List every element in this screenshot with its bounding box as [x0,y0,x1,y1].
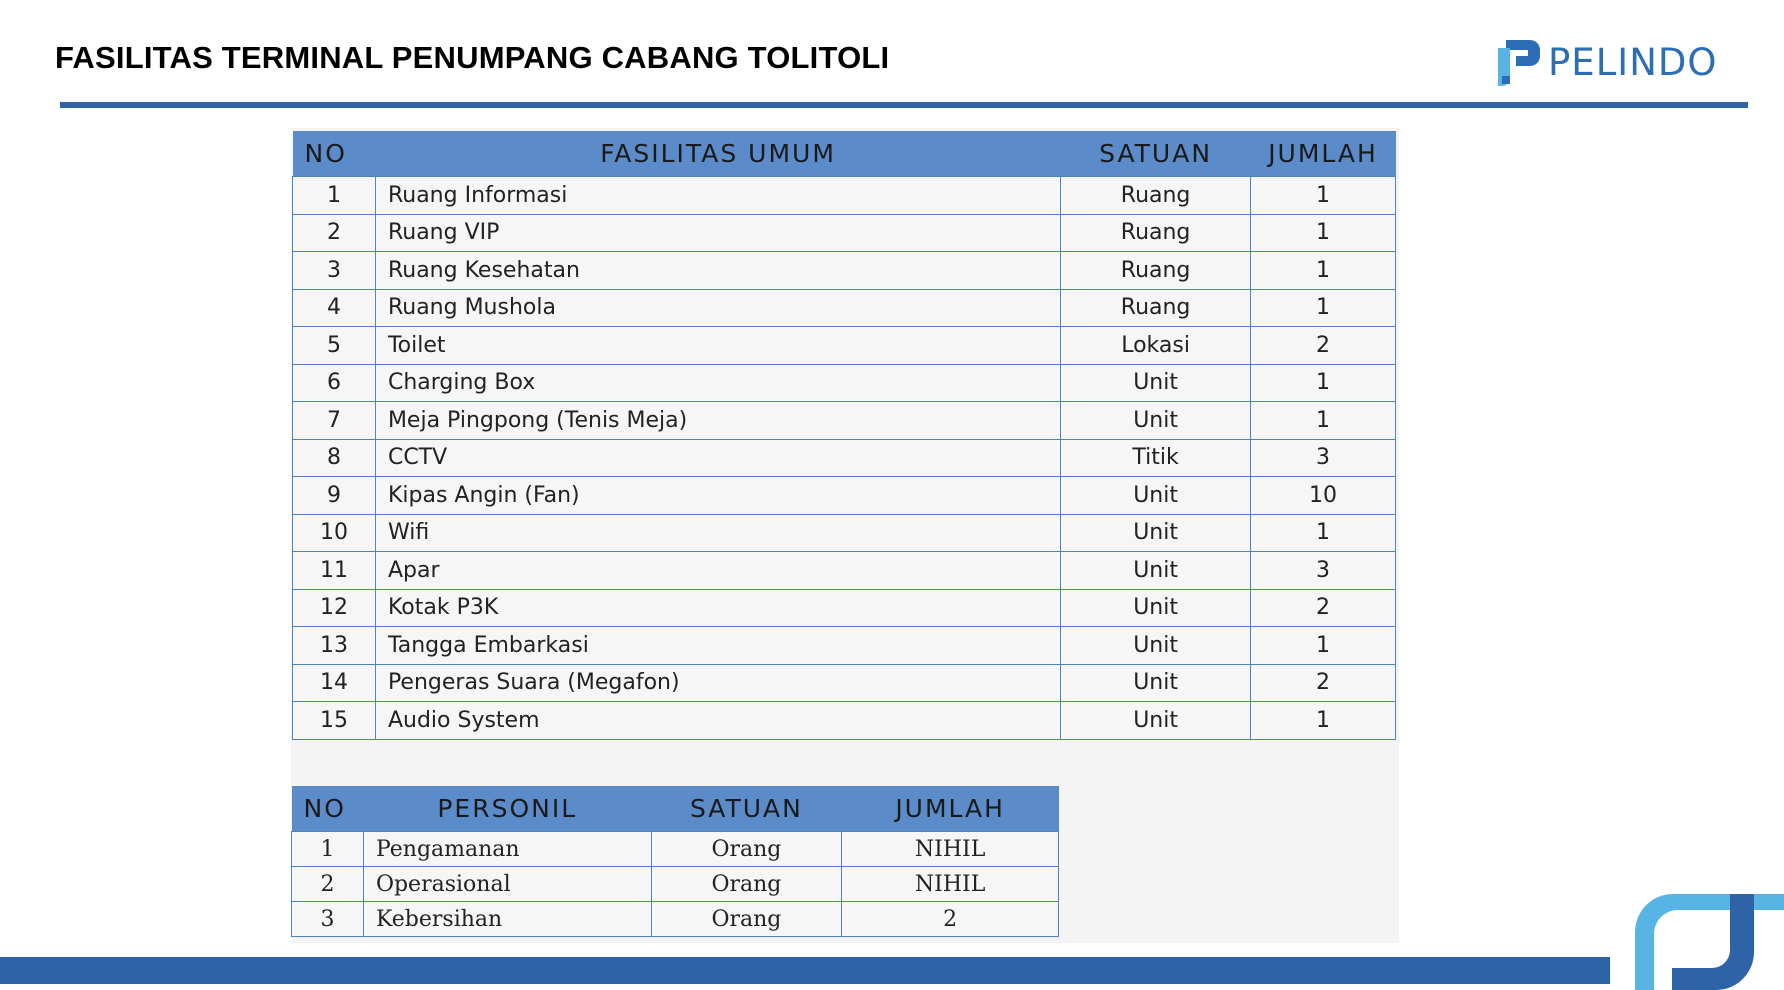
cell-jumlah: 1 [1251,364,1396,402]
cell-name: Operasional [363,867,651,902]
cell-satuan: Unit [1061,702,1251,740]
cell-jumlah: 2 [1251,327,1396,365]
cell-jumlah: 1 [1251,627,1396,665]
table-row [293,289,1396,327]
column-header-jumlah: JUMLAH [1251,131,1396,177]
facilities-table [292,131,1396,740]
cell-jumlah: 2 [1251,664,1396,702]
cell-no: 13 [293,627,376,665]
cell-no: 14 [293,664,376,702]
cell-name: Kotak P3K [375,589,1060,627]
column-header-satuan: SATUAN [651,786,842,832]
cell-no: 7 [293,402,376,440]
header-divider [60,102,1748,108]
cell-name: Pengeras Suara (Megafon) [375,664,1060,702]
cell-name: Tangga Embarkasi [375,627,1060,665]
pelindo-logo [1492,34,1746,90]
table-row [293,589,1396,627]
column-header-jumlah: JUMLAH [842,786,1059,832]
cell-satuan: Unit [1061,364,1251,402]
cell-no: 3 [292,902,364,937]
cell-no: 2 [293,214,376,252]
cell-satuan: Lokasi [1061,327,1251,365]
cell-no: 8 [293,439,376,477]
cell-no: 4 [293,289,376,327]
cell-no: 15 [293,702,376,740]
cell-no: 2 [292,867,364,902]
table-row [293,177,1396,215]
column-header-no: NO [292,786,364,832]
cell-jumlah: 3 [1251,552,1396,590]
cell-satuan: Titik [1061,439,1251,477]
cell-satuan: Ruang [1061,214,1251,252]
cell-jumlah: NIHIL [842,832,1059,867]
cell-satuan: Unit [1061,402,1251,440]
cell-name: CCTV [375,439,1060,477]
cell-satuan: Ruang [1061,177,1251,215]
cell-no: 10 [293,514,376,552]
table-row [293,552,1396,590]
cell-jumlah: 1 [1251,177,1396,215]
table-header-row [292,786,1059,832]
cell-name: Kebersihan [363,902,651,937]
table-row [293,702,1396,740]
cell-name: Audio System [375,702,1060,740]
cell-name: Ruang Kesehatan [375,252,1060,290]
cell-name: Ruang Informasi [375,177,1060,215]
table-row [293,327,1396,365]
table-row [293,214,1396,252]
cell-satuan: Unit [1061,589,1251,627]
column-header-satuan: SATUAN [1061,131,1251,177]
cell-name: Wifi [375,514,1060,552]
column-header-fasilitas: FASILITAS UMUM [375,131,1060,177]
table-row [293,402,1396,440]
cell-name: Ruang VIP [375,214,1060,252]
cell-satuan: Unit [1061,552,1251,590]
cell-no: 1 [293,177,376,215]
cell-jumlah: 1 [1251,214,1396,252]
cell-jumlah: 3 [1251,439,1396,477]
cell-name: Apar [375,552,1060,590]
cell-satuan: Orang [651,832,842,867]
footer-bar [0,957,1610,984]
cell-satuan: Ruang [1061,289,1251,327]
cell-satuan: Unit [1061,514,1251,552]
cell-name: Meja Pingpong (Tenis Meja) [375,402,1060,440]
table-row [292,832,1059,867]
cell-jumlah: 2 [842,902,1059,937]
table-row [293,364,1396,402]
table-row [293,514,1396,552]
cell-jumlah: NIHIL [842,867,1059,902]
cell-no: 3 [293,252,376,290]
cell-name: Ruang Mushola [375,289,1060,327]
personnel-table [291,786,1059,937]
cell-name: Pengamanan [363,832,651,867]
cell-no: 12 [293,589,376,627]
cell-jumlah: 10 [1251,477,1396,515]
column-header-no: NO [293,131,376,177]
table-row [293,627,1396,665]
pelindo-corner-icon [1610,882,1784,990]
table-row [292,902,1059,937]
table-row [293,252,1396,290]
cell-no: 6 [293,364,376,402]
table-row [293,664,1396,702]
cell-satuan: Unit [1061,477,1251,515]
cell-no: 9 [293,477,376,515]
cell-no: 1 [292,832,364,867]
cell-satuan: Ruang [1061,252,1251,290]
cell-name: Toilet [375,327,1060,365]
cell-jumlah: 1 [1251,702,1396,740]
cell-satuan: Orang [651,902,842,937]
cell-satuan: Unit [1061,627,1251,665]
cell-jumlah: 1 [1251,289,1396,327]
table-row [292,867,1059,902]
column-header-personil: PERSONIL [363,786,651,832]
cell-jumlah: 1 [1251,402,1396,440]
logo-text: PELINDO [1548,40,1718,84]
pelindo-logo-icon [1492,34,1542,90]
cell-name: Charging Box [375,364,1060,402]
table-row [293,439,1396,477]
page-title: FASILITAS TERMINAL PENUMPANG CABANG TOLITOLI [55,40,890,75]
cell-satuan: Orang [651,867,842,902]
cell-jumlah: 1 [1251,514,1396,552]
table-row [293,477,1396,515]
cell-name: Kipas Angin (Fan) [375,477,1060,515]
table-header-row [293,131,1396,177]
cell-satuan: Unit [1061,664,1251,702]
cell-jumlah: 1 [1251,252,1396,290]
cell-no: 5 [293,327,376,365]
cell-no: 11 [293,552,376,590]
cell-jumlah: 2 [1251,589,1396,627]
